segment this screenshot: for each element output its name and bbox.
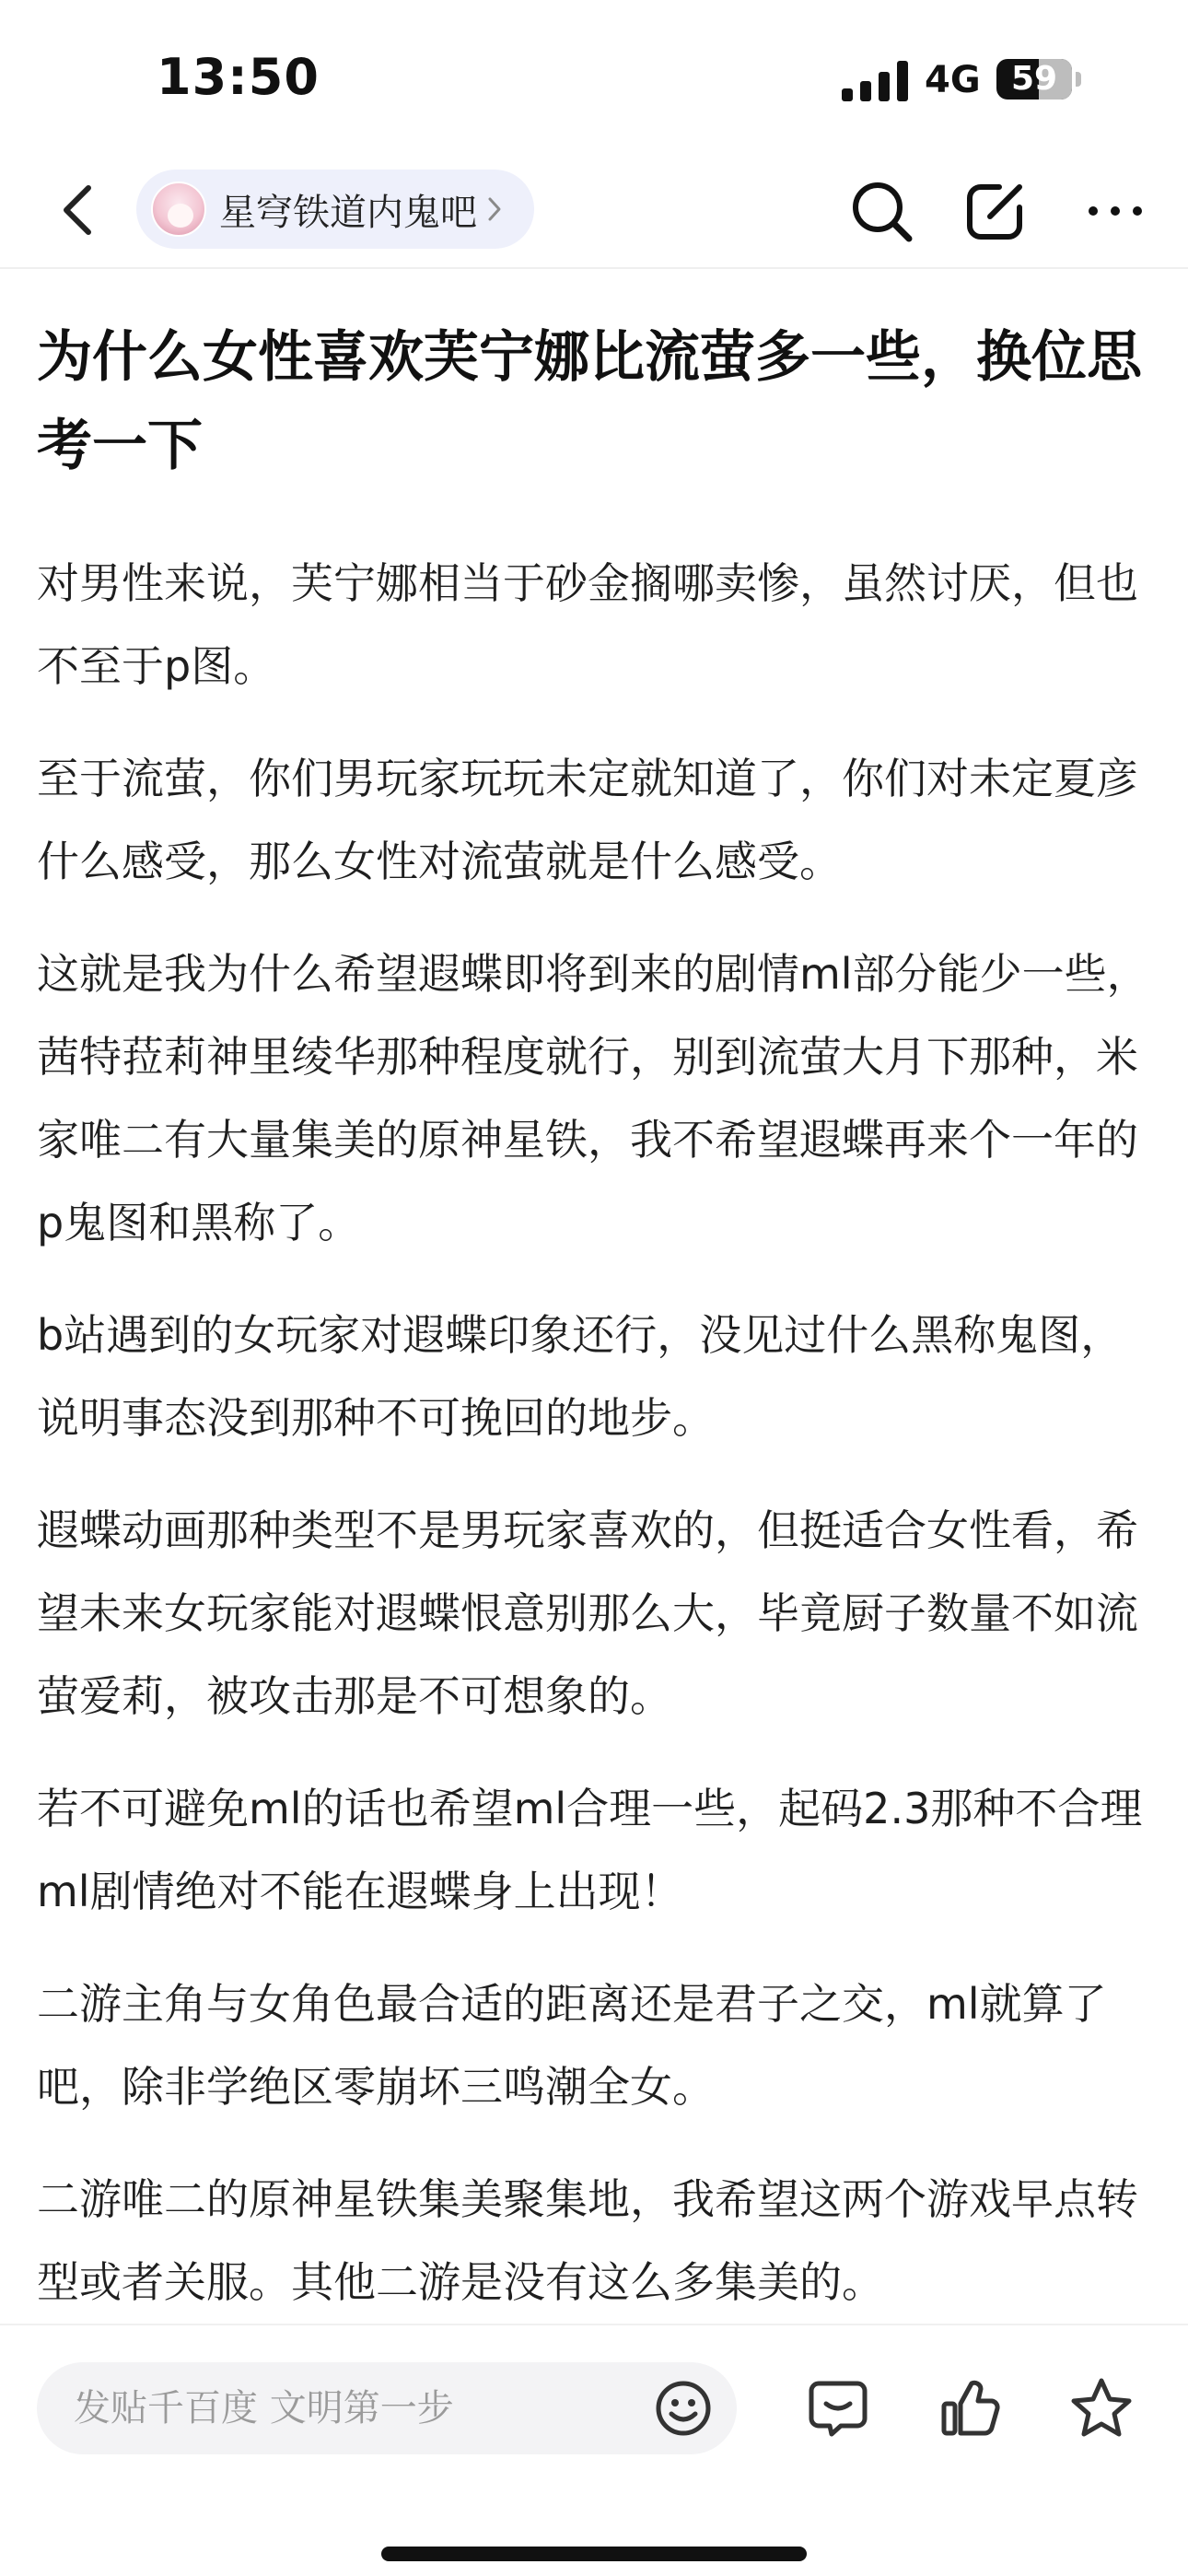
- search-button[interactable]: [840, 170, 923, 252]
- chevron-right-icon: [486, 193, 508, 225]
- post-paragraph: 二游唯二的原神星铁集美聚集地，我希望这两个游戏早点转型或者关服。其他二游是没有这么多集美的。: [37, 2174, 1138, 2307]
- nav-bar: [0, 157, 1188, 269]
- battery-cap: [1076, 72, 1081, 87]
- bottom-bar: [0, 2324, 1188, 2576]
- post-paragraph: b站遇到的女玩家对遐蝶印象还行，没见过什么黑称鬼图，说明事态没到那种不可挽回的地步。: [37, 1310, 1124, 1443]
- post-title: 为什么女性喜欢芙宁娜比流萤多一些，换位思考一下: [37, 325, 1142, 478]
- post-paragraph: 二游主角与女角色最合适的距离还是君子之交，ml就算了吧，除非学绝区零崩坏三鸣潮全女。: [37, 1979, 1107, 2112]
- more-button[interactable]: [1074, 170, 1157, 252]
- post-paragraph: 若不可避免ml的话也希望ml合理一些，起码2.3那种不合理ml剧情绝对不能在遐蝶身上出现！: [37, 1784, 1143, 1916]
- post-body: [37, 542, 1151, 2324]
- signal-icon: [842, 61, 912, 101]
- post-content: [37, 269, 1151, 2324]
- like-icon: [938, 2376, 1003, 2441]
- search-icon: [848, 178, 914, 244]
- post-paragraph: 这就是我为什么希望遐蝶即将到来的剧情ml部分能少一些，茜特菈莉神里绫华那种程度就行，别到流萤大月下那种，米家唯二有大量集美的原神星铁，我不希望遐蝶再来个一年的p鬼图和黑称了。: [37, 949, 1149, 1247]
- status-bar: [0, 0, 1188, 157]
- battery-icon: [996, 59, 1072, 100]
- emoji-icon: [654, 2379, 713, 2438]
- back-icon: [59, 182, 96, 238]
- edit-post-button[interactable]: [954, 170, 1037, 252]
- post-paragraph: 遐蝶动画那种类型不是男玩家喜欢的，但挺适合女性看，希望未来女玩家能对遐蝶恨意别那么大，毕竟厨子数量不如流萤爱莉，被攻击那是不可想象的。: [37, 1505, 1138, 1721]
- forum-chip[interactable]: [136, 170, 534, 249]
- comment-icon: [806, 2376, 870, 2441]
- home-indicator: [381, 2547, 807, 2561]
- post-paragraph: 对男性来说，芙宁娜相当于砂金搁哪卖惨，虽然讨厌，但也不至于p图。: [37, 558, 1138, 691]
- network-type: 4G: [925, 59, 981, 101]
- comment-button[interactable]: [798, 2368, 879, 2449]
- favorite-icon: [1068, 2375, 1135, 2441]
- battery-level: 59: [1010, 60, 1058, 98]
- forum-name: 星穹铁道内鬼吧: [219, 191, 477, 234]
- emoji-button[interactable]: [648, 2373, 718, 2443]
- like-button[interactable]: [930, 2368, 1011, 2449]
- post-paragraph: 至于流萤，你们男玩家玩玩未定就知道了，你们对未定夏彦什么感受，那么女性对流萤就是什么感受。: [37, 754, 1138, 886]
- favorite-button[interactable]: [1061, 2368, 1142, 2449]
- status-time: 13:50: [157, 48, 320, 106]
- comment-input[interactable]: [37, 2362, 737, 2454]
- back-button[interactable]: [41, 173, 114, 247]
- more-icon: [1086, 202, 1145, 220]
- edit-icon: [962, 178, 1029, 244]
- forum-avatar: [151, 181, 206, 237]
